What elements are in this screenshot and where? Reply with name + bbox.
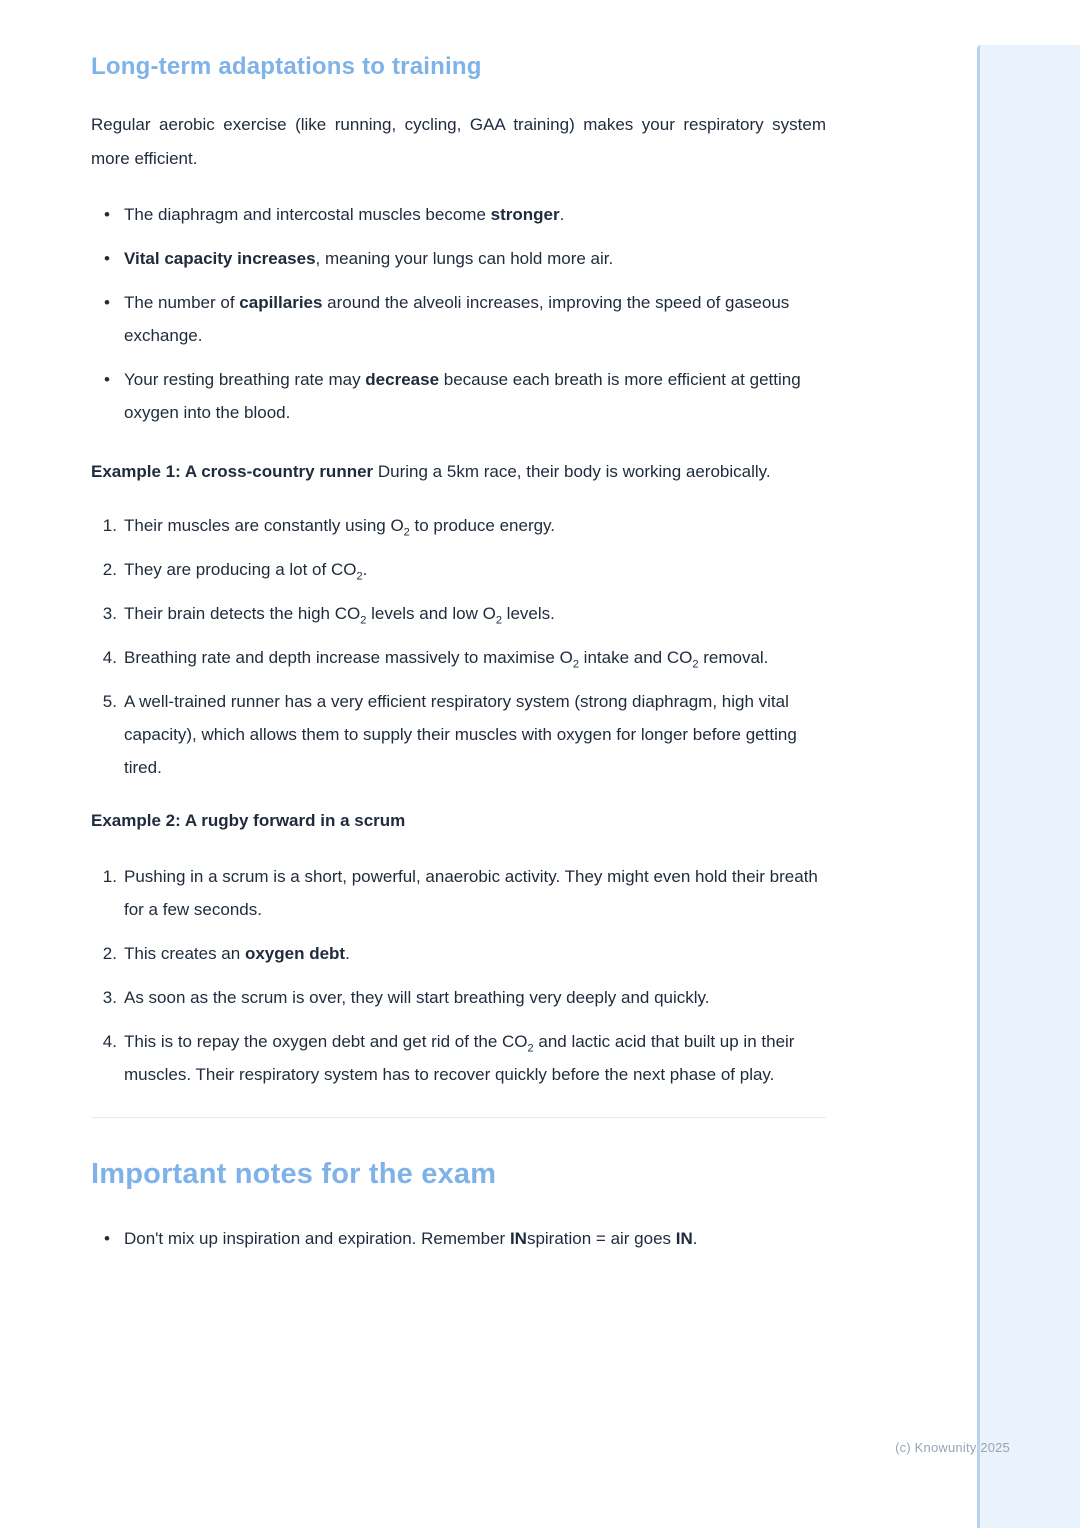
example2-step-list bbox=[91, 860, 826, 1091]
example1-intro-paragraph: Example 1: A cross-country runner During a 5km race, their body is working aerobically. bbox=[91, 462, 771, 481]
numbered-item: As soon as the scrum is over, they will start breathing very deeply and quickly. bbox=[124, 988, 710, 1007]
numbered-item: Pushing in a scrum is a short, powerful, anaerobic activity. They might even hold their breath for a few seconds. bbox=[124, 867, 818, 919]
numbered-item: A well-trained runner has a very efficient respiratory system (strong diaphragm, high vital capacity), which allows them to supply their muscles with oxygen for longer before getting tired. bbox=[124, 692, 797, 777]
numbered-item: This is to repay the oxygen debt and get rid of the $CO_2$ and lactic acid that built up in their muscles. Their respiratory system has to recover quickly before the next phase of play. bbox=[124, 1032, 795, 1084]
numbered-item: Their muscles are constantly using $O_2$ to produce energy. bbox=[124, 516, 556, 539]
example2-heading-paragraph: Example 2: A rugby forward in a scrum bbox=[91, 811, 406, 830]
document-content bbox=[91, 0, 826, 1255]
adaptations-bullet-list bbox=[91, 198, 826, 429]
section-heading-adaptations: Long-term adaptations to training bbox=[91, 53, 482, 80]
bullet-item: • Your resting breathing rate may decrease because each breath is more efficient at getting oxygen into the blood. bbox=[91, 363, 826, 429]
section-heading-exam-notes: Important notes for the exam bbox=[91, 1158, 497, 1190]
example1-step-list bbox=[91, 509, 826, 784]
numbered-item: Breathing rate and depth increase massively to maximise $O_2$ intake and $CO_2$ removal. bbox=[124, 648, 769, 671]
bullet-item: • Vital capacity increases, meaning your lungs can hold more air. bbox=[91, 242, 826, 275]
numbered-item: They are producing a lot of $CO_2$. bbox=[124, 560, 368, 583]
bullet-item: • Don't mix up inspiration and expiration. Remember INspiration = air goes IN. bbox=[91, 1222, 826, 1255]
adaptations-intro-paragraph: Regular aerobic exercise (like running, cycling, GAA training) makes your respiratory system more efficient. bbox=[91, 115, 826, 168]
section-divider bbox=[91, 1117, 826, 1118]
numbered-item: This creates an oxygen debt. bbox=[124, 944, 350, 963]
bullet-item: • The diaphragm and intercostal muscles become stronger. bbox=[91, 198, 826, 231]
copyright-watermark: (c) Knowunity 2025 bbox=[895, 1440, 1010, 1455]
page-edge-strip bbox=[977, 45, 1080, 1528]
exam-notes-bullet-list bbox=[91, 1222, 826, 1255]
bullet-item: • The number of capillaries around the alveoli increases, improving the speed of gaseous exchange. bbox=[91, 286, 826, 352]
numbered-item: Their brain detects the high $CO_2$ levels and low $O_2$ levels. bbox=[124, 604, 555, 627]
